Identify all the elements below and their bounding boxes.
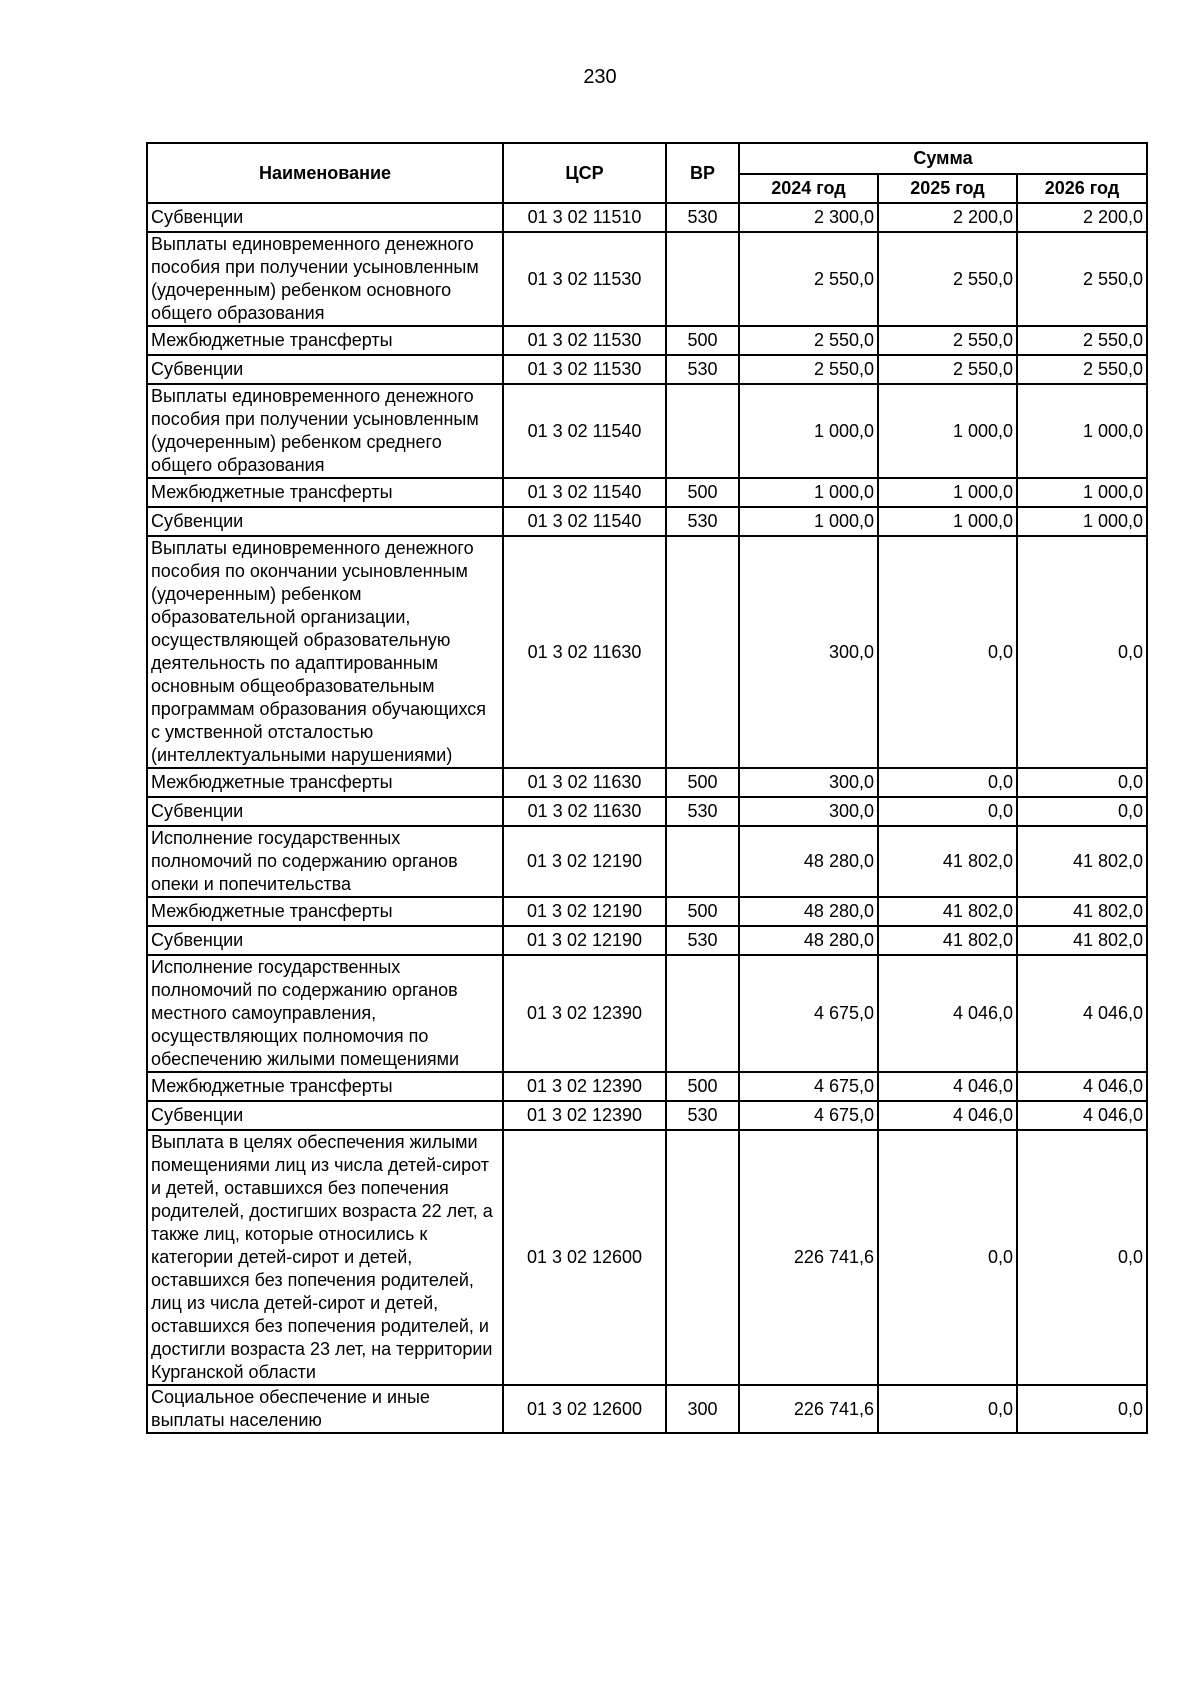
header-vr: ВР bbox=[666, 143, 739, 203]
row-sum-2026: 4 046,0 bbox=[1017, 1072, 1147, 1101]
row-sum-2025: 41 802,0 bbox=[878, 926, 1017, 955]
table-row bbox=[147, 384, 1147, 478]
row-sum-2025: 2 550,0 bbox=[878, 232, 1017, 326]
row-sum-2026: 0,0 bbox=[1017, 768, 1147, 797]
row-sum-2026: 2 550,0 bbox=[1017, 355, 1147, 384]
row-vr: 500 bbox=[666, 897, 739, 926]
row-name: Субвенции bbox=[147, 1101, 503, 1130]
row-csr: 01 3 02 11630 bbox=[503, 536, 666, 768]
row-sum-2025: 4 046,0 bbox=[878, 955, 1017, 1072]
row-sum-2024: 300,0 bbox=[739, 797, 878, 826]
table-body bbox=[147, 203, 1147, 1433]
row-vr bbox=[666, 232, 739, 326]
table-row bbox=[147, 768, 1147, 797]
row-sum-2024: 4 675,0 bbox=[739, 1072, 878, 1101]
row-sum-2024: 48 280,0 bbox=[739, 826, 878, 897]
row-csr: 01 3 02 11540 bbox=[503, 507, 666, 536]
table-row bbox=[147, 326, 1147, 355]
row-sum-2024: 226 741,6 bbox=[739, 1130, 878, 1385]
row-vr: 500 bbox=[666, 326, 739, 355]
table-row bbox=[147, 1101, 1147, 1130]
row-sum-2025: 0,0 bbox=[878, 1385, 1017, 1433]
row-sum-2025: 0,0 bbox=[878, 1130, 1017, 1385]
row-sum-2024: 2 550,0 bbox=[739, 232, 878, 326]
row-sum-2025: 1 000,0 bbox=[878, 507, 1017, 536]
row-sum-2024: 226 741,6 bbox=[739, 1385, 878, 1433]
row-sum-2026: 41 802,0 bbox=[1017, 897, 1147, 926]
row-csr: 01 3 02 12390 bbox=[503, 955, 666, 1072]
row-csr: 01 3 02 11540 bbox=[503, 384, 666, 478]
header-sum: Сумма bbox=[739, 143, 1147, 174]
row-csr: 01 3 02 12190 bbox=[503, 897, 666, 926]
table-row bbox=[147, 797, 1147, 826]
row-csr: 01 3 02 12600 bbox=[503, 1385, 666, 1433]
row-csr: 01 3 02 11540 bbox=[503, 478, 666, 507]
row-name: Межбюджетные трансферты bbox=[147, 478, 503, 507]
row-sum-2026: 2 550,0 bbox=[1017, 232, 1147, 326]
row-sum-2025: 41 802,0 bbox=[878, 897, 1017, 926]
row-vr bbox=[666, 826, 739, 897]
row-name: Выплаты единовременного денежного пособия при получении усыновленным (удочеренным) ребенком среднего общего образования bbox=[147, 384, 503, 478]
table-row bbox=[147, 826, 1147, 897]
row-sum-2026: 41 802,0 bbox=[1017, 826, 1147, 897]
row-sum-2024: 4 675,0 bbox=[739, 955, 878, 1072]
row-sum-2026: 1 000,0 bbox=[1017, 478, 1147, 507]
row-name: Субвенции bbox=[147, 797, 503, 826]
row-sum-2024: 1 000,0 bbox=[739, 384, 878, 478]
header-year-2024: 2024 год bbox=[739, 174, 878, 203]
row-name: Межбюджетные трансферты bbox=[147, 768, 503, 797]
row-csr: 01 3 02 11530 bbox=[503, 326, 666, 355]
table-row bbox=[147, 955, 1147, 1072]
row-sum-2025: 1 000,0 bbox=[878, 478, 1017, 507]
row-csr: 01 3 02 12390 bbox=[503, 1101, 666, 1130]
row-sum-2024: 4 675,0 bbox=[739, 1101, 878, 1130]
row-name: Субвенции bbox=[147, 926, 503, 955]
row-sum-2025: 41 802,0 bbox=[878, 826, 1017, 897]
row-sum-2026: 4 046,0 bbox=[1017, 1101, 1147, 1130]
row-vr bbox=[666, 536, 739, 768]
row-sum-2026: 2 200,0 bbox=[1017, 203, 1147, 232]
row-vr bbox=[666, 955, 739, 1072]
row-name: Выплаты единовременного денежного пособия при получении усыновленным (удочеренным) ребенком основного общего образования bbox=[147, 232, 503, 326]
row-sum-2026: 2 550,0 bbox=[1017, 326, 1147, 355]
row-vr: 530 bbox=[666, 1101, 739, 1130]
table-row bbox=[147, 926, 1147, 955]
table-row bbox=[147, 355, 1147, 384]
row-csr: 01 3 02 11630 bbox=[503, 768, 666, 797]
row-sum-2024: 2 550,0 bbox=[739, 326, 878, 355]
header-name: Наименование bbox=[147, 143, 503, 203]
row-vr: 530 bbox=[666, 507, 739, 536]
row-sum-2025: 2 550,0 bbox=[878, 355, 1017, 384]
table-row bbox=[147, 1130, 1147, 1385]
row-csr: 01 3 02 11510 bbox=[503, 203, 666, 232]
table-row bbox=[147, 536, 1147, 768]
row-name: Межбюджетные трансферты bbox=[147, 897, 503, 926]
row-vr: 530 bbox=[666, 926, 739, 955]
row-name: Субвенции bbox=[147, 507, 503, 536]
table-row bbox=[147, 1385, 1147, 1433]
row-name: Выплаты единовременного денежного пособия по окончании усыновленным (удочеренным) ребенком образовательной организации, осуществляющей образовательную деятельность по адаптированным основным общеобразовательным программам образования обучающихся с умственной отсталостью (интеллектуальными нарушениями) bbox=[147, 536, 503, 768]
row-csr: 01 3 02 12190 bbox=[503, 826, 666, 897]
row-sum-2025: 0,0 bbox=[878, 536, 1017, 768]
row-vr: 530 bbox=[666, 355, 739, 384]
table-row bbox=[147, 232, 1147, 326]
header-csr: ЦСР bbox=[503, 143, 666, 203]
row-vr: 530 bbox=[666, 203, 739, 232]
row-csr: 01 3 02 12190 bbox=[503, 926, 666, 955]
row-sum-2025: 0,0 bbox=[878, 797, 1017, 826]
row-sum-2025: 2 200,0 bbox=[878, 203, 1017, 232]
row-csr: 01 3 02 12600 bbox=[503, 1130, 666, 1385]
row-sum-2026: 1 000,0 bbox=[1017, 507, 1147, 536]
row-csr: 01 3 02 11630 bbox=[503, 797, 666, 826]
row-sum-2024: 300,0 bbox=[739, 768, 878, 797]
row-name: Выплата в целях обеспечения жилыми помещениями лиц из числа детей-сирот и детей, оставшихся без попечения родителей, достигших возраста 22 лет, а также лиц, которые относились к категории детей-сирот и детей, оставшихся без попечения родителей, лиц из числа детей-сирот и детей, оставшихся без попечения родителей, и достигли возраста 23 лет, на территории Курганской области bbox=[147, 1130, 503, 1385]
budget-table bbox=[146, 142, 1148, 1434]
row-vr bbox=[666, 384, 739, 478]
row-sum-2026: 1 000,0 bbox=[1017, 384, 1147, 478]
table-row bbox=[147, 507, 1147, 536]
row-vr: 500 bbox=[666, 1072, 739, 1101]
page-number: 230 bbox=[583, 66, 617, 88]
row-name: Субвенции bbox=[147, 203, 503, 232]
row-sum-2025: 1 000,0 bbox=[878, 384, 1017, 478]
row-sum-2026: 0,0 bbox=[1017, 1130, 1147, 1385]
row-sum-2024: 300,0 bbox=[739, 536, 878, 768]
table-row bbox=[147, 897, 1147, 926]
row-sum-2025: 0,0 bbox=[878, 768, 1017, 797]
row-csr: 01 3 02 12390 bbox=[503, 1072, 666, 1101]
row-name: Субвенции bbox=[147, 355, 503, 384]
row-vr: 500 bbox=[666, 478, 739, 507]
row-name: Социальное обеспечение и иные выплаты населению bbox=[147, 1385, 503, 1433]
row-csr: 01 3 02 11530 bbox=[503, 355, 666, 384]
row-name: Исполнение государственных полномочий по содержанию органов местного самоуправления, осуществляющих полномочия по обеспечению жилыми помещениями bbox=[147, 955, 503, 1072]
row-sum-2026: 0,0 bbox=[1017, 1385, 1147, 1433]
table-row bbox=[147, 203, 1147, 232]
row-vr: 530 bbox=[666, 797, 739, 826]
table-row bbox=[147, 1072, 1147, 1101]
header-year-2026: 2026 год bbox=[1017, 174, 1147, 203]
row-vr: 500 bbox=[666, 768, 739, 797]
row-sum-2024: 2 300,0 bbox=[739, 203, 878, 232]
row-sum-2025: 4 046,0 bbox=[878, 1101, 1017, 1130]
row-sum-2024: 2 550,0 bbox=[739, 355, 878, 384]
row-vr: 300 bbox=[666, 1385, 739, 1433]
row-name: Межбюджетные трансферты bbox=[147, 1072, 503, 1101]
row-sum-2026: 0,0 bbox=[1017, 797, 1147, 826]
row-sum-2026: 4 046,0 bbox=[1017, 955, 1147, 1072]
row-sum-2024: 48 280,0 bbox=[739, 926, 878, 955]
row-name: Межбюджетные трансферты bbox=[147, 326, 503, 355]
row-csr: 01 3 02 11530 bbox=[503, 232, 666, 326]
row-name: Исполнение государственных полномочий по содержанию органов опеки и попечительства bbox=[147, 826, 503, 897]
table-row bbox=[147, 478, 1147, 507]
row-sum-2025: 4 046,0 bbox=[878, 1072, 1017, 1101]
row-sum-2024: 48 280,0 bbox=[739, 897, 878, 926]
header-year-2025: 2025 год bbox=[878, 174, 1017, 203]
row-sum-2025: 2 550,0 bbox=[878, 326, 1017, 355]
row-sum-2024: 1 000,0 bbox=[739, 478, 878, 507]
row-sum-2026: 0,0 bbox=[1017, 536, 1147, 768]
row-sum-2024: 1 000,0 bbox=[739, 507, 878, 536]
row-vr bbox=[666, 1130, 739, 1385]
row-sum-2026: 41 802,0 bbox=[1017, 926, 1147, 955]
